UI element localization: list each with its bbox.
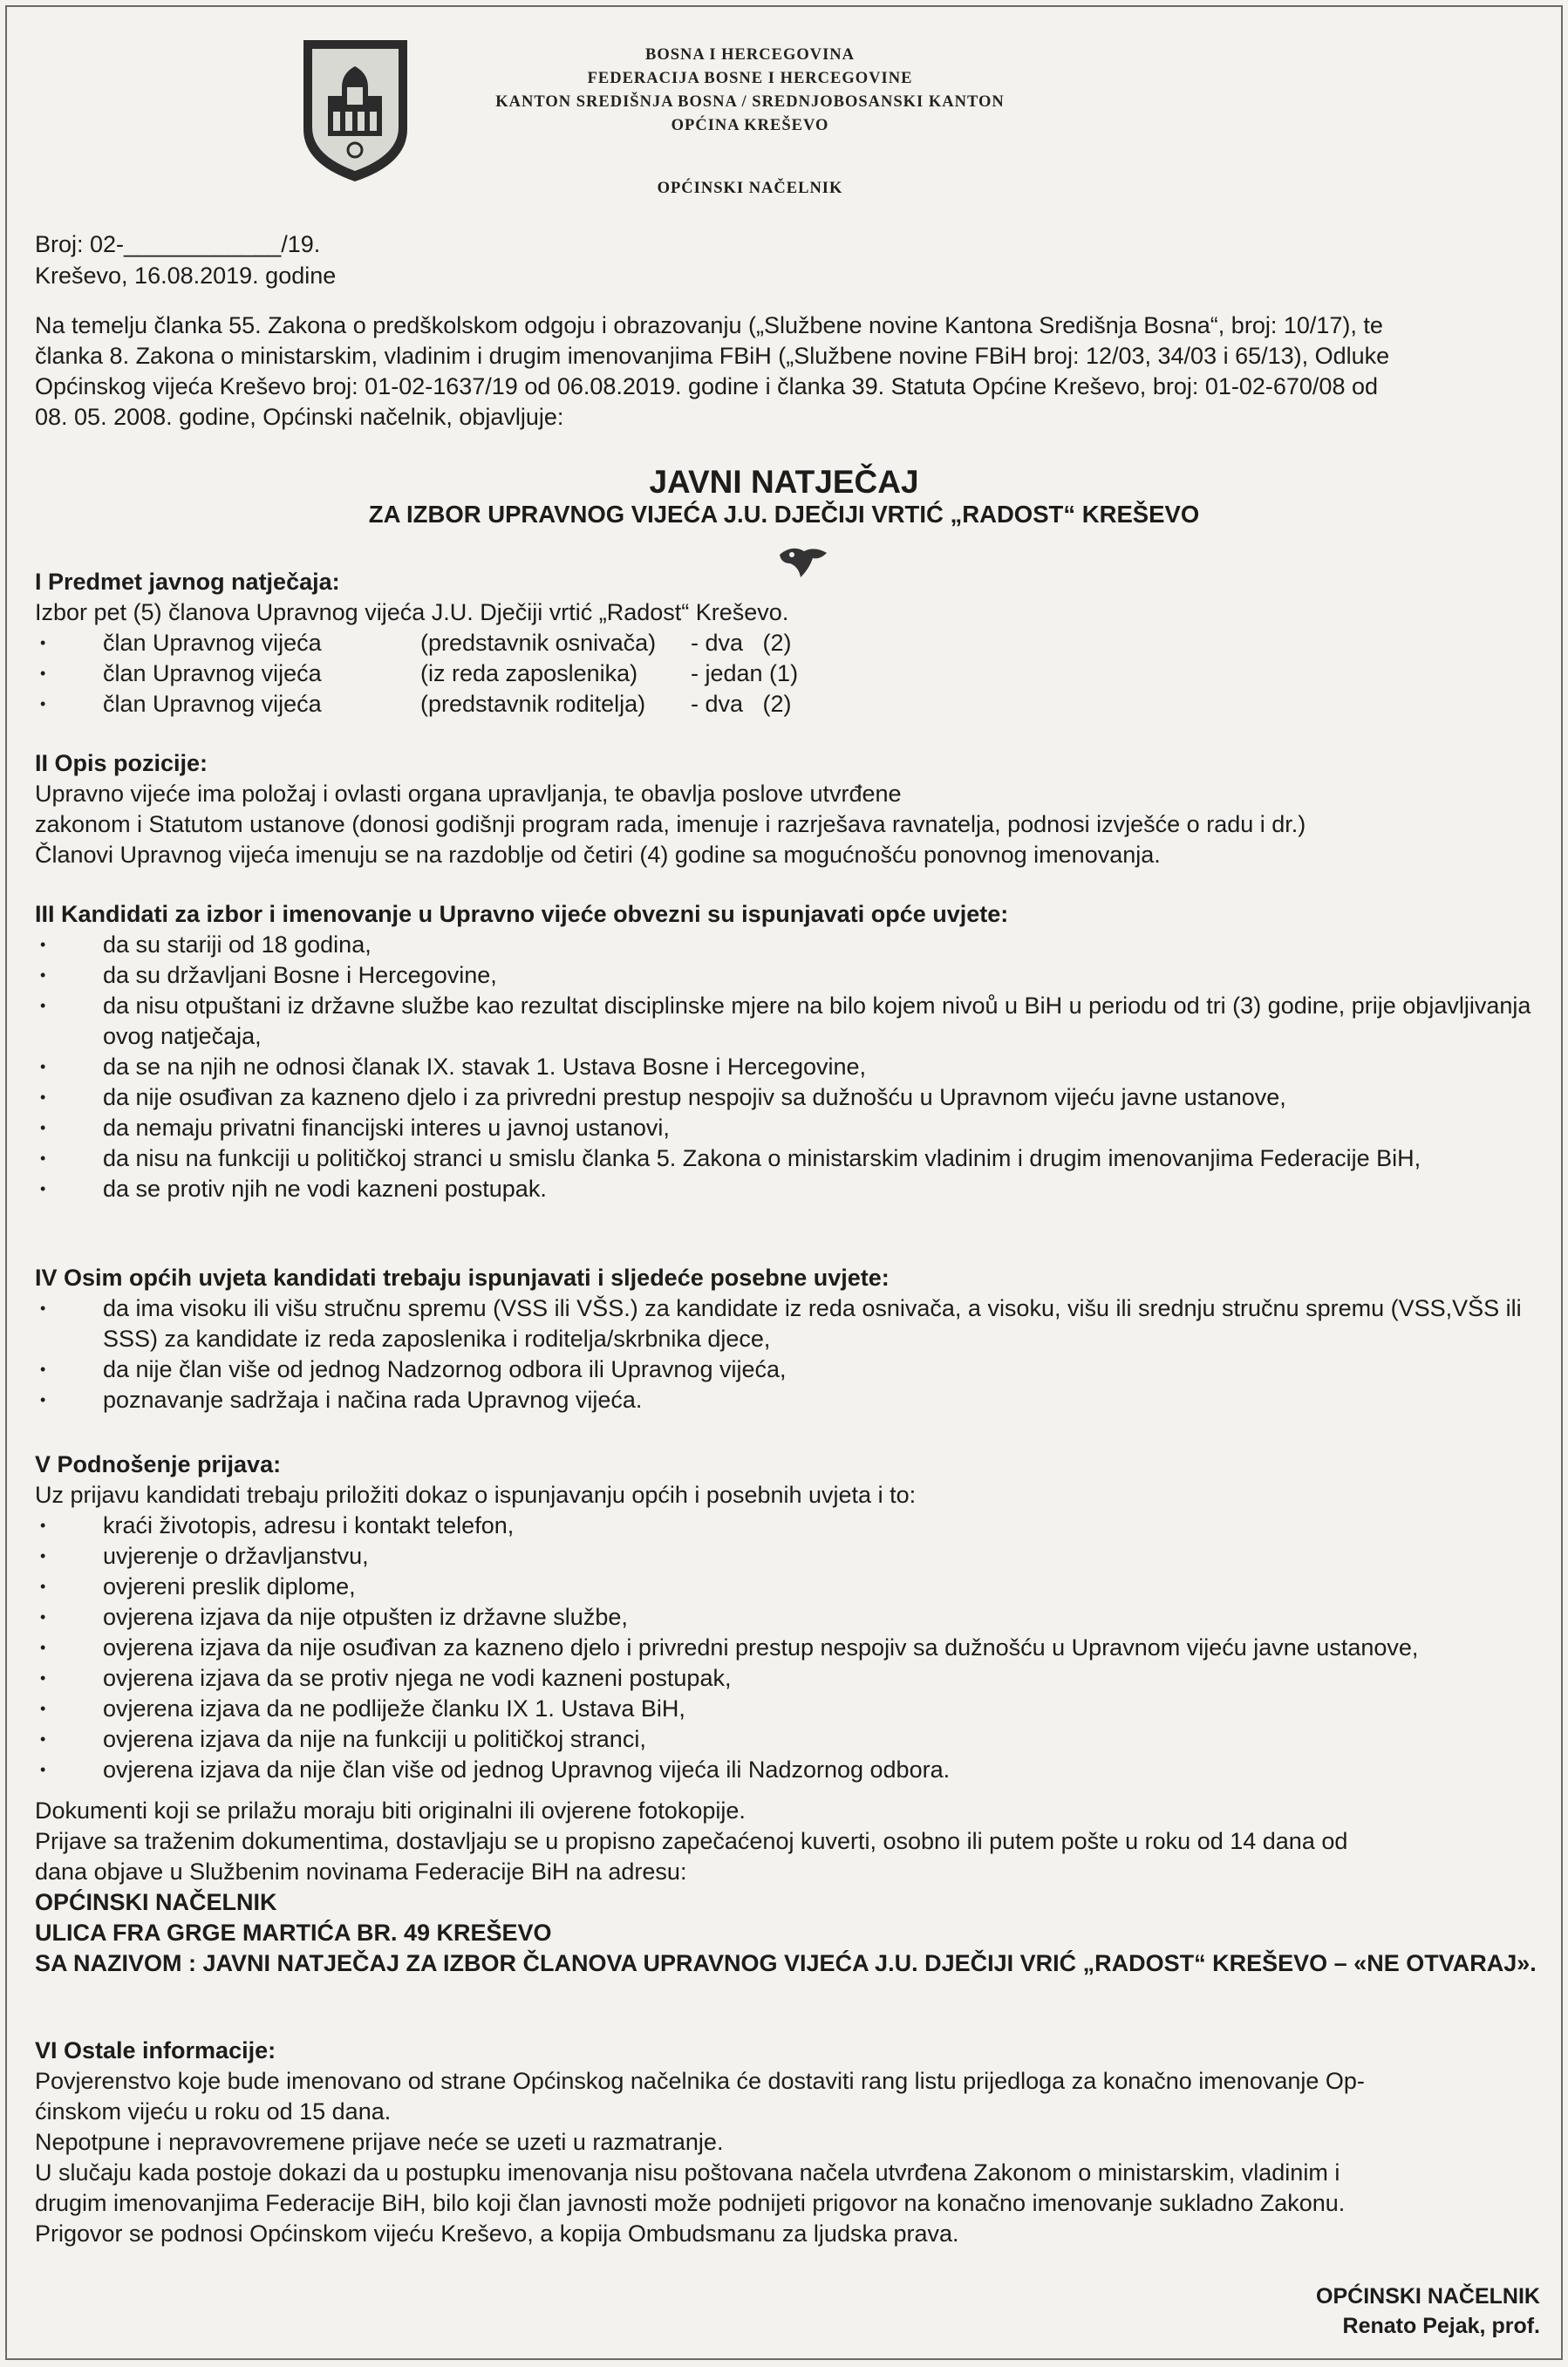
list-item: • da nije osuđivan za kazneno djelo i za privredni prestup nespojiv sa dužnošću u Upravnom vijeću javne ustanove,: [35, 1082, 1544, 1113]
signatory-title: OPĆINSKI NAČELNIK: [1316, 2284, 1540, 2309]
section-text: Povjerenstvo koje bude imenovano od strane Općinskog načelnika će dostaviti rang listu prijedloga za konačno imenovanje Op-: [35, 2068, 1365, 2094]
list-item: • da su državljani Bosne i Hercegovine,: [35, 960, 1544, 991]
member-count: - jedan (1): [691, 660, 799, 686]
list-item: • ovjereni preslik diplome,: [35, 1572, 1544, 1602]
member-source: (predstavnik osnivača): [420, 630, 657, 656]
header-line-municipality: OPĆINA KREŠEVO: [671, 117, 829, 134]
section-text: zakonom i Statutom ustanove (donosi godišnji program rada, imenuje i razrješava ravnatelja, podnosi izvješće o radu i dr.): [35, 811, 1306, 837]
section-text: Uz prijavu kandidati trebaju priložiti dokaz o ispunjavanju općih i posebnih uvjeta i to:: [35, 1482, 917, 1508]
coat-of-arms-icon: [297, 33, 414, 186]
section-text: Prigovor se podnosi Općinskom vijeću Kreševo, a kopija Ombudsmanu za ljudska prava.: [35, 2220, 959, 2247]
section-text: Dokumenti koji se prilažu moraju biti originalni ili ovjerene fotokopije.: [35, 1797, 746, 1824]
signature-block: [1316, 2282, 1540, 2341]
list-item: [35, 689, 1544, 720]
section-applications: [35, 1450, 1544, 1979]
member-source: (predstavnik roditelja): [420, 691, 646, 717]
header-line-federation: FEDERACIJA BOSNE I HERCEGOVINE: [587, 70, 913, 87]
section-text: U slučaju kada postoje dokazi da u postupku imenovanja nisu poštovana načela utvrđena Zakonom o ministarskim, vladinim i: [35, 2159, 1340, 2186]
member-role: • član Upravnog vijeća: [103, 630, 322, 656]
member-role: • član Upravnog vijeća: [103, 691, 322, 717]
list-item: • da nije član više od jednog Nadzornog odbora ili Upravnog vijeća,: [35, 1354, 1544, 1385]
section-position: [35, 748, 1544, 870]
section-heading: VI Ostale informacije:: [35, 2037, 276, 2063]
list-item: • uvjerenje o državljanstvu,: [35, 1541, 1544, 1572]
section-subject: [35, 567, 1544, 720]
list-item: • ovjerena izjava da se protiv njega ne vodi kazneni postupak,: [35, 1663, 1544, 1694]
condition-list: [35, 930, 1544, 1204]
section-heading: II Opis pozicije:: [35, 750, 208, 776]
section-heading: IV Osim općih uvjeta kandidati trebaju ispunjavati i sljedeće posebne uvjete:: [35, 1265, 890, 1291]
header-line-country: BOSNA I HERCEGOVINA: [644, 46, 855, 64]
section-other-info: [35, 2036, 1544, 2249]
envelope-label: SA NAZIVOM : JAVNI NATJEČAJ ZA IZBOR ČLANOVA UPRAVNOG VIJEĆA J.U. DJEČIJI VRIĆ „RADOST“ KREŠEVO – «NE OTVARAJ».: [35, 1950, 1537, 1976]
address-line: ULICA FRA GRGE MARTIĆA BR. 49 KREŠEVO: [35, 1920, 552, 1946]
section-heading: I Predmet javnog natječaja:: [35, 569, 340, 595]
member-list: [35, 628, 1544, 720]
legal-preamble: [35, 310, 1544, 433]
list-item: [35, 658, 1544, 689]
section-heading: V Podnošenje prijava:: [35, 1451, 282, 1477]
preamble-line: 08. 05. 2008. godine, Općinski načelnik, objavljuje:: [35, 404, 564, 430]
reference-block: [35, 229, 336, 291]
section-text: Upravno vijeće ima položaj i ovlasti organa upravljanja, te obavlja poslove utvrđene: [35, 781, 902, 807]
section-text: dana objave u Službenim novinama Federacije BiH na adresu:: [35, 1859, 687, 1885]
section-text: Nepotpune i nepravovremene prijave neće se uzeti u razmatranje.: [35, 2129, 724, 2155]
list-item: • poznavanje sadržaja i načina rada Upravnog vijeća.: [35, 1385, 1544, 1415]
preamble-line: Na temelju članka 55. Zakona o predškolskom odgoju i obrazovanju („Službene novine Kantona Središnja Bosna“, broj: 10/17), te: [35, 312, 1383, 338]
list-item: • da nisu na funkciji u političkoj stranci u smislu članka 5. Zakona o ministarskim vladinim i drugim imenovanjima Federacije BiH,: [35, 1143, 1544, 1174]
signatory-name: Renato Pejak, prof.: [1342, 2314, 1540, 2338]
preamble-line: članka 8. Zakona o ministarskim, vladinim i drugim imenovanjima FBiH („Službene novine FBiH broj: 12/03, 34/03 i 65/13), Odluke: [35, 343, 1390, 369]
list-item: • da nemaju privatni financijski interes u javnoj ustanovi,: [35, 1113, 1544, 1143]
list-item: [35, 628, 1544, 658]
notice-title: JAVNI NATJEČAJ: [649, 464, 919, 500]
section-general-conditions: [35, 899, 1544, 1204]
section-text: Članovi Upravnog vijeća imenuju se na razdoblje od četiri (4) godine sa mogućnošću ponovnog imenovanja.: [35, 842, 1161, 868]
header-line-canton: KANTON SREDIŠNJA BOSNA / SREDNJOBOSANSKI KANTON: [495, 93, 1005, 111]
office-title: OPĆINSKI NAČELNIK: [657, 180, 843, 197]
section-text: ćinskom vijeću u roku od 15 dana.: [35, 2098, 392, 2125]
condition-list: [35, 1293, 1544, 1415]
list-item: • da nisu otpuštani iz državne službe kao rezultat disciplinske mjere na bilo kojem nivoů u BiH u periodu od tri (3) godine, prije objavljivanja ovog natječaja,: [35, 991, 1544, 1052]
list-item: • ovjerena izjava da ne podliježe članku IX 1. Ustava BiH,: [35, 1694, 1544, 1724]
section-special-conditions: [35, 1263, 1544, 1415]
section-text: Izbor pet (5) članova Upravnog vijeća J.U. Dječiji vrtić „Radost“ Kreševo.: [35, 599, 789, 625]
section-heading: III Kandidati za izbor i imenovanje u Upravno vijeće obvezni su ispunjavati opće uvjete:: [35, 901, 1009, 927]
section-text: drugim imenovanjima Federacije BiH, bilo koji član javnosti može podnijeti prigovor na konačno imenovanje sukladno Zakonu.: [35, 2190, 1346, 2216]
member-source: (iz reda zaposlenika): [420, 660, 638, 686]
list-item: • da su stariji od 18 godina,: [35, 930, 1544, 960]
issuer-header: [453, 44, 1046, 138]
preamble-line: Općinskog vijeća Kreševo broj: 01-02-1637/19 od 06.08.2019. godine i članka 39. Statuta Općine Kreševo, broj: 01-02-670/08 od: [35, 373, 1379, 399]
document-list: [35, 1511, 1544, 1785]
issue-date: Kreševo, 16.08.2019. godine: [35, 263, 337, 289]
list-item: • da se na njih ne odnosi članak IX. stavak 1. Ustava Bosne i Hercegovine,: [35, 1052, 1544, 1082]
list-item: • ovjerena izjava da nije na funkciji u političkoj stranci,: [35, 1724, 1544, 1755]
member-count: - dva (2): [691, 630, 792, 656]
list-item: • kraći životopis, adresu i kontakt telefon,: [35, 1511, 1544, 1541]
list-item: • ovjerena izjava da nije član više od jednog Upravnog vijeća ili Nadzornog odbora.: [35, 1755, 1544, 1785]
address-line: OPĆINSKI NAČELNIK: [35, 1889, 277, 1915]
member-count: - dva (2): [691, 691, 792, 717]
notice-subtitle: ZA IZBOR UPRAVNOG VIJEĆA J.U. DJEČIJI VRTIĆ „RADOST“ KREŠEVO: [368, 501, 1200, 528]
section-text: Prijave sa traženim dokumentima, dostavljaju se u propisno zapečaćenoj kuverti, osobno ili putem pošte u roku od 14 dana od: [35, 1828, 1348, 1854]
list-item: • da se protiv njih ne vodi kazneni postupak.: [35, 1174, 1544, 1204]
list-item: • da ima visoku ili višu stručnu spremu (VSS ili VŠS.) za kandidate iz reda osnivača, a visoku, višu ili srednju stručnu spremu (VSS,VŠS ili SSS) za kandidate iz reda zaposlenika i roditelja/skrbnika djece,: [35, 1293, 1544, 1354]
list-item: • ovjerena izjava da nije otpušten iz državne službe,: [35, 1602, 1544, 1633]
reference-number: Broj: 02-____________/19.: [35, 231, 321, 257]
list-item: • ovjerena izjava da nije osuđivan za kazneno djelo i privredni prestup nespojiv sa dužnošću u Upravnom vijeću javne ustanove,: [35, 1633, 1544, 1663]
member-role: • član Upravnog vijeća: [103, 660, 322, 686]
